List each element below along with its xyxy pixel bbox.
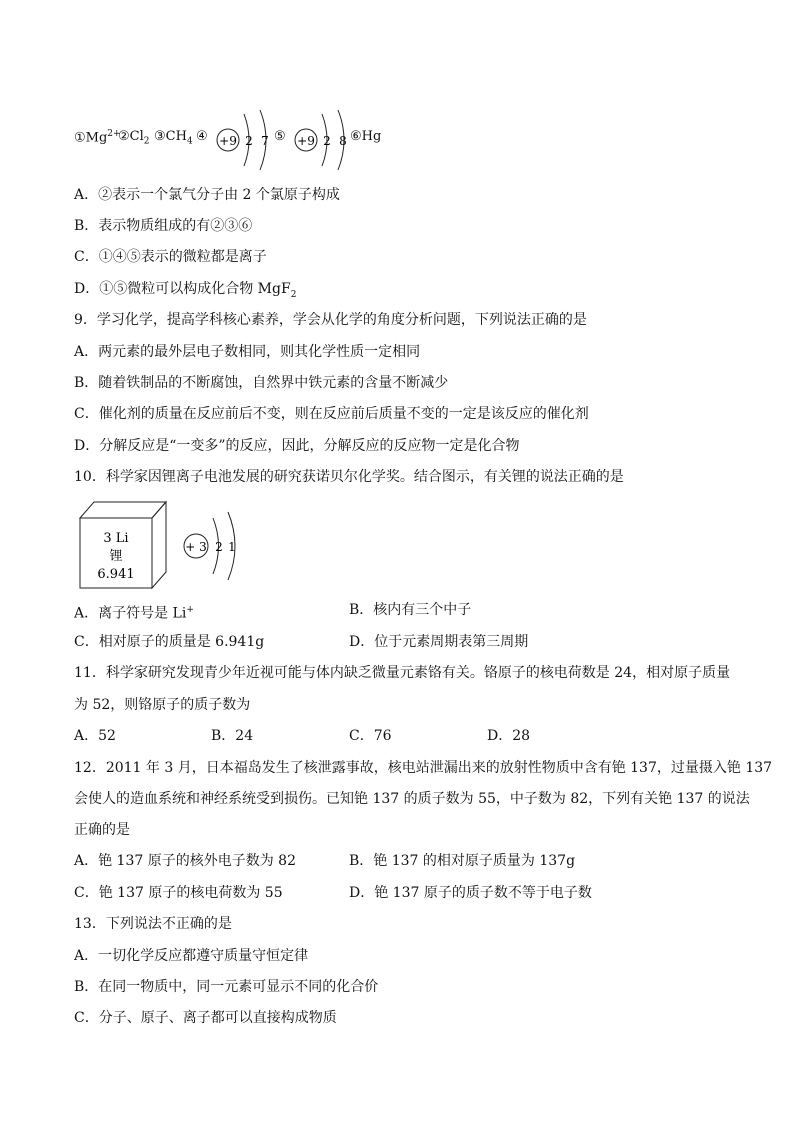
q9-option-c: C．催化剂的质量在反应前后不变，则在反应前后质量不变的一定是该反应的催化剂 (74, 406, 589, 422)
element-number-symbol: 3 Li (103, 531, 129, 546)
q8-option-c: C．①④⑤表示的微粒都是离子 (74, 249, 267, 265)
q12-option-a: A．铯 137 原子的核外电子数为 82 (74, 853, 296, 869)
q9-stem: 9．学习化学，提高学科核心素养，学会从化学的角度分析问题，下列说法正确的是 (74, 312, 587, 328)
q8-option-b: B．表示物质组成的有②③⑥ (74, 218, 253, 234)
q9-option-a: A．两元素的最外层电子数相同，则其化学性质一定相同 (74, 344, 421, 360)
q13-option-a: A．一切化学反应都遵守质量守恒定律 (74, 948, 309, 964)
q10-option-d: D．位于元素周期表第三周期 (349, 634, 529, 650)
lithium-atom-diagram (180, 506, 244, 586)
lithium-nucleus: + 3 (185, 540, 207, 554)
atom4-nucleus: +9 (219, 134, 237, 148)
element-mass: 6.941 (97, 567, 135, 582)
q11-option-c: C．76 (349, 728, 392, 744)
q12-option-b: B．铯 137 的相对原子质量为 137g (349, 853, 576, 869)
q8-option-a: A．②表示一个氯气分子由 2 个氯原子构成 (74, 187, 340, 203)
q10-option-a: A．离子符号是 Li+ (74, 605, 194, 622)
q11-option-d: D．28 (487, 728, 531, 744)
q8-item-5: ⑤ (274, 129, 286, 144)
atom5-shell1: 2 (323, 134, 331, 148)
element-cell-lithium (76, 498, 176, 592)
atom4-shell1: 2 (245, 134, 253, 148)
q9-option-d: D．分解反应是“一变多”的反应，因此，分解反应的反应物一定是化合物 (74, 438, 520, 454)
q13-option-c: C．分子、原子、离子都可以直接构成物质 (74, 1010, 337, 1026)
atom5-nucleus: +9 (297, 134, 315, 148)
q12-option-c: C．铯 137 原子的核电荷数为 55 (74, 885, 283, 901)
q11-stem-line2: 为 52，则铬原子的质子数为 (74, 697, 251, 713)
q8-item-6: ⑥Hg (350, 129, 382, 144)
q8-item-2: $②Cl_2$ (118, 129, 150, 147)
q11-stem-line1: 11．科学家研究发现青少年近视可能与体内缺乏微量元素铬有关。铬原子的核电荷数是 24，相对原子质量 (74, 665, 731, 681)
q12-option-d: D．铯 137 原子的质子数不等于电子数 (349, 885, 592, 901)
q13-stem: 13．下列说法不正确的是 (74, 916, 232, 932)
atom4-shell2: 7 (261, 134, 269, 148)
element-name: 锂 (109, 549, 123, 564)
q9-option-b: B．随着铁制品的不断腐蚀，自然界中铁元素的含量不断减少 (74, 375, 449, 391)
q8-option-d: D．①⑤微粒可以构成化合物 MgF$_2$ (74, 281, 297, 300)
fluoride-ion-diagram (290, 104, 354, 174)
q8-item-3: $③CH_4$ (154, 129, 193, 147)
atom5-shell2: 8 (339, 134, 347, 148)
q8-item-4: ④ (196, 129, 208, 144)
q10-option-c: C．相对原子的质量是 6.941g (74, 634, 265, 650)
q12-stem-line2: 会使人的造血系统和神经系统受到损伤。已知铯 137 的质子数为 55，中子数为 82，下列有关铯 137 的说法 (74, 791, 750, 807)
q11-option-a: A．52 (74, 728, 116, 744)
q8-formula-row (74, 104, 434, 174)
lithium-shell1: 2 (215, 540, 223, 554)
q8-item-1: $①Mg^{2+}$ (74, 129, 121, 146)
q12-stem-line1: 12．2011 年 3 月，日本福岛发生了核泄露事故，核电站泄漏出来的放射性物质中含有铯 137，过量摄入铯 137 (74, 760, 773, 776)
q10-stem: 10．科学家因锂离子电池发展的研究获诺贝尔化学奖。结合图示，有关锂的说法正确的是 (74, 469, 624, 485)
q13-option-b: B．在同一物质中，同一元素可显示不同的化合价 (74, 979, 379, 995)
lithium-shell2: 1 (228, 540, 236, 554)
q10-option-b: B．核内有三个中子 (349, 602, 472, 618)
q12-stem-line3: 正确的是 (74, 822, 130, 838)
q11-option-b: B．24 (211, 728, 254, 744)
fluorine-atom-diagram (212, 104, 276, 174)
